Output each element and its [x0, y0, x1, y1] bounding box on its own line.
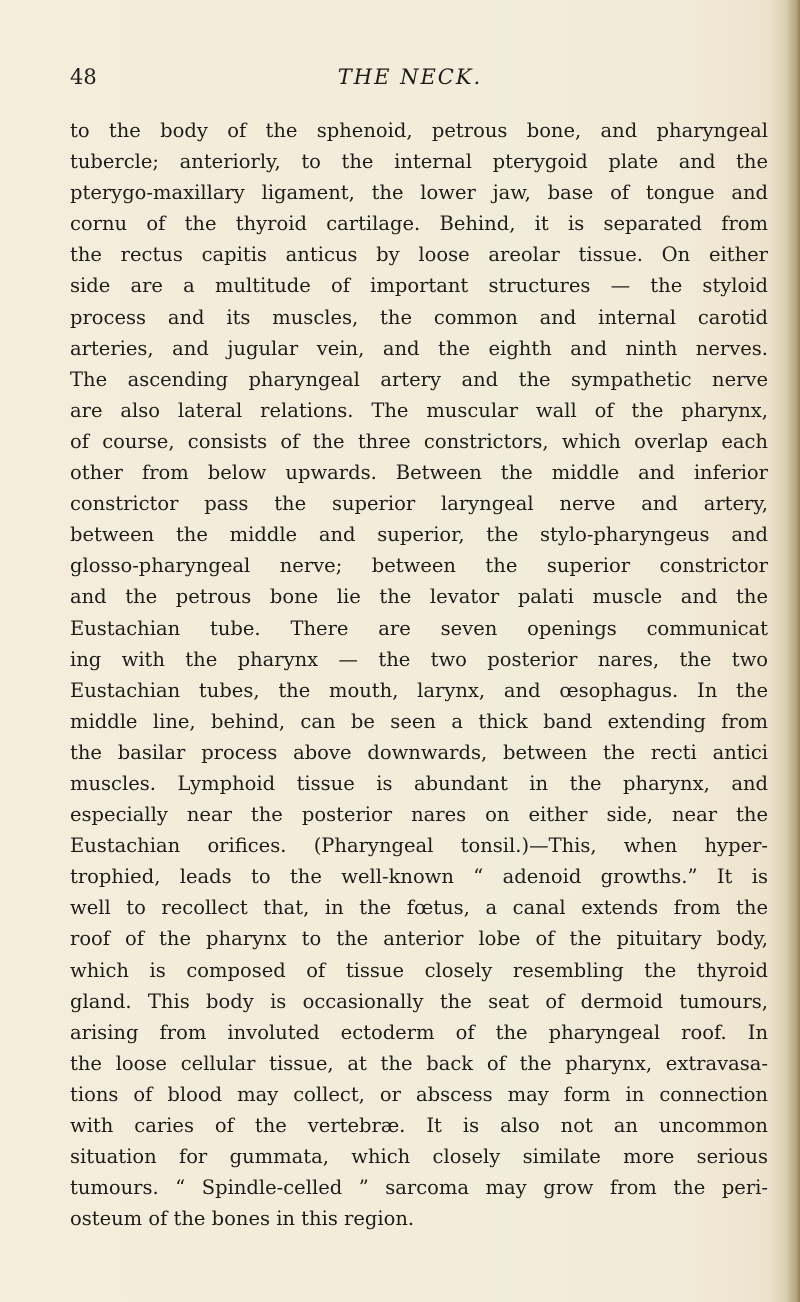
text-line: muscles. Lymphoid tissue is abundant in the pharynx, and — [70, 771, 768, 795]
text-line: side are a multitude of important structures — the styloid — [70, 274, 768, 298]
text-line: tions of blood may collect, or abscess may form in connection — [70, 1082, 768, 1106]
text-line: ing with the pharynx — the two posterior nares, the two — [70, 647, 768, 671]
text-line: tubercle; anteriorly, to the internal pterygoid plate and the — [70, 150, 768, 174]
text-line: arteries, and jugular vein, and the eighth and ninth nerves. — [70, 336, 768, 360]
text-line: the rectus capitis anticus by loose areolar tissue. On either — [70, 243, 768, 267]
text-line: constrictor pass the superior laryngeal nerve and artery, — [70, 492, 768, 516]
text-line: pterygo-maxillary ligament, the lower jaw, base of tongue and — [70, 181, 768, 205]
text-line: of course, consists of the three constrictors, which overlap each — [70, 429, 768, 453]
running-head: THE NECK. — [337, 65, 483, 89]
text-line: which is composed of tissue closely resembling the thyroid — [70, 958, 768, 982]
text-line: The ascending pharyngeal artery and the sympathetic nerve — [70, 367, 768, 391]
text-line: situation for gummata, which closely similate more serious — [70, 1145, 768, 1169]
text-line: roof of the pharynx to the anterior lobe of the pituitary body, — [70, 927, 768, 951]
text-line: with caries of the vertebræ. It is also not an uncommon — [70, 1114, 768, 1137]
text-line: are also lateral relations. The muscular wall of the pharynx, — [70, 398, 768, 422]
text-line: Eustachian orifices. (Pharyngeal tonsil.)—This, when hyper- — [70, 834, 768, 858]
text-line: arising from involuted ectoderm of the pharyngeal roof. In — [70, 1020, 768, 1044]
text-line: Eustachian tube. There are seven openings communicat — [70, 616, 768, 640]
text-line: gland. This body is occasionally the seat of dermoid tumours, — [70, 989, 768, 1013]
text-line: the basilar process above downwards, between the recti antici — [70, 740, 768, 764]
page-number: 48 — [70, 65, 97, 89]
text-line: the loose cellular tissue, at the back of the pharynx, extravasa- — [70, 1051, 768, 1075]
text-line: cornu of the thyroid cartilage. Behind, it is separated from — [70, 212, 768, 236]
text-line: other from below upwards. Between the middle and inferior — [70, 461, 768, 485]
text-line: osteum of the bones in this region. — [70, 1207, 415, 1231]
text-line: and the petrous bone lie the levator palati muscle and the — [70, 585, 768, 609]
text-line: tumours. “ Spindle-celled ” sarcoma may grow from the peri- — [70, 1176, 768, 1200]
text-line: Eustachian tubes, the mouth, larynx, and œsophagus. In the — [70, 678, 768, 702]
text-line: process and its muscles, the common and internal carotid — [70, 305, 768, 329]
text-line: glosso-pharyngeal nerve; between the superior constrictor — [70, 554, 768, 578]
text-line: middle line, behind, can be seen a thick band extending from — [70, 709, 768, 733]
page-edge-shadow — [786, 0, 800, 1302]
text-line: well to recollect that, in the fœtus, a canal extends from the — [70, 896, 768, 920]
text-line: trophied, leads to the well-known “ adenoid growths.” It is — [70, 865, 768, 889]
text-line: between the middle and superior, the stylo-pharyngeus and — [70, 523, 768, 547]
text-line: to the body of the sphenoid, petrous bone, and pharyngeal — [70, 119, 768, 142]
body-text — [70, 115, 768, 1234]
page-header — [70, 64, 750, 94]
text-line: especially near the posterior nares on either side, near the — [70, 803, 768, 827]
